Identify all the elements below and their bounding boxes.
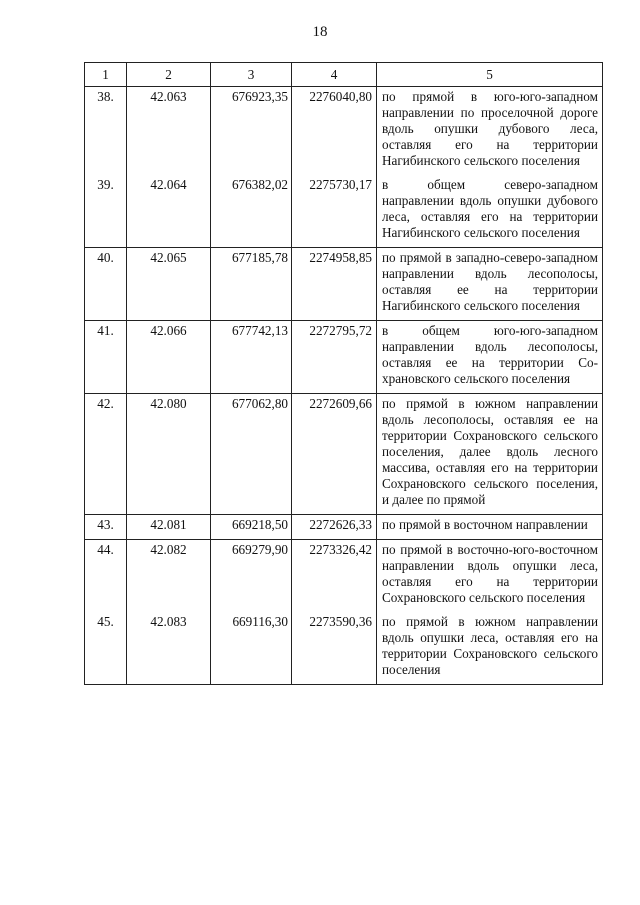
coord-y: 2274958,85 xyxy=(292,248,377,321)
point-id: 42.082 xyxy=(127,540,211,613)
coord-y: 2275730,17 xyxy=(292,175,377,248)
point-id: 42.065 xyxy=(127,248,211,321)
row-number: 44. xyxy=(85,540,127,613)
coord-x: 669279,90 xyxy=(211,540,292,613)
row-number: 43. xyxy=(85,515,127,540)
header-cell-1: 1 xyxy=(85,63,127,87)
boundary-description: по прямой в южном направлении вдоль опушки леса, оставляя его на территории Сохрановского сельского поселения xyxy=(377,612,603,685)
table-row xyxy=(85,540,603,613)
boundary-description: по прямой в восточно-юго-восточном направлении вдоль опушки леса, оставляя его на территории Сохрановского сельского поселения xyxy=(377,540,603,613)
header-row xyxy=(85,63,603,87)
boundary-description: по прямой в восточном направлении xyxy=(377,515,603,540)
coord-y: 2272795,72 xyxy=(292,321,377,394)
row-number: 38. xyxy=(85,87,127,176)
point-id: 42.083 xyxy=(127,612,211,685)
point-id: 42.066 xyxy=(127,321,211,394)
table-row xyxy=(85,612,603,685)
boundary-description: в общем юго-юго-западном направлении вдоль лесополосы, оставляя ее на территории Сохрановского сельского поселения xyxy=(377,321,603,394)
coord-y: 2272626,33 xyxy=(292,515,377,540)
point-id: 42.080 xyxy=(127,394,211,515)
header-cell-4: 4 xyxy=(292,63,377,87)
table-row xyxy=(85,515,603,540)
boundary-description: по прямой в западно-северо-западном направлении вдоль лесополосы, оставляя ее на территории Нагибинского сельского поселения xyxy=(377,248,603,321)
coord-x: 669116,30 xyxy=(211,612,292,685)
row-number: 40. xyxy=(85,248,127,321)
table-row xyxy=(85,248,603,321)
table-row xyxy=(85,394,603,515)
table-row xyxy=(85,321,603,394)
row-number: 42. xyxy=(85,394,127,515)
coord-x: 677062,80 xyxy=(211,394,292,515)
row-number: 41. xyxy=(85,321,127,394)
coord-y: 2272609,66 xyxy=(292,394,377,515)
coord-x: 669218,50 xyxy=(211,515,292,540)
row-number: 39. xyxy=(85,175,127,248)
coord-x: 677742,13 xyxy=(211,321,292,394)
coord-y: 2273590,36 xyxy=(292,612,377,685)
coord-y: 2273326,42 xyxy=(292,540,377,613)
header-cell-2: 2 xyxy=(127,63,211,87)
coord-x: 677185,78 xyxy=(211,248,292,321)
boundary-description: по прямой в юго-юго-западном направлении по проселочной дороге вдоль опушки дубового леса, оставляя его на территории Нагибинского сельского поселения xyxy=(377,87,603,176)
coord-x: 676382,02 xyxy=(211,175,292,248)
point-id: 42.081 xyxy=(127,515,211,540)
boundary-description: в общем северо-западном направлении вдоль опушки дубового леса, оставляя его на территории Нагибинского сельского поселения xyxy=(377,175,603,248)
coord-x: 676923,35 xyxy=(211,87,292,176)
page-number: 18 xyxy=(312,24,328,40)
header-cell-3: 3 xyxy=(211,63,292,87)
table-row xyxy=(85,87,603,176)
header-cell-5: 5 xyxy=(377,63,603,87)
point-id: 42.064 xyxy=(127,175,211,248)
boundary-description: по прямой в южном направлении вдоль лесополосы, оставляя ее на территории Сохрановского сельского поселения, далее вдоль лесного массива, оставляя его на территории Сохрановского сельского поселения, и далее по прямой xyxy=(377,394,603,515)
row-number: 45. xyxy=(85,612,127,685)
boundary-table xyxy=(84,62,603,685)
point-id: 42.063 xyxy=(127,87,211,176)
coord-y: 2276040,80 xyxy=(292,87,377,176)
table-row xyxy=(85,175,603,248)
